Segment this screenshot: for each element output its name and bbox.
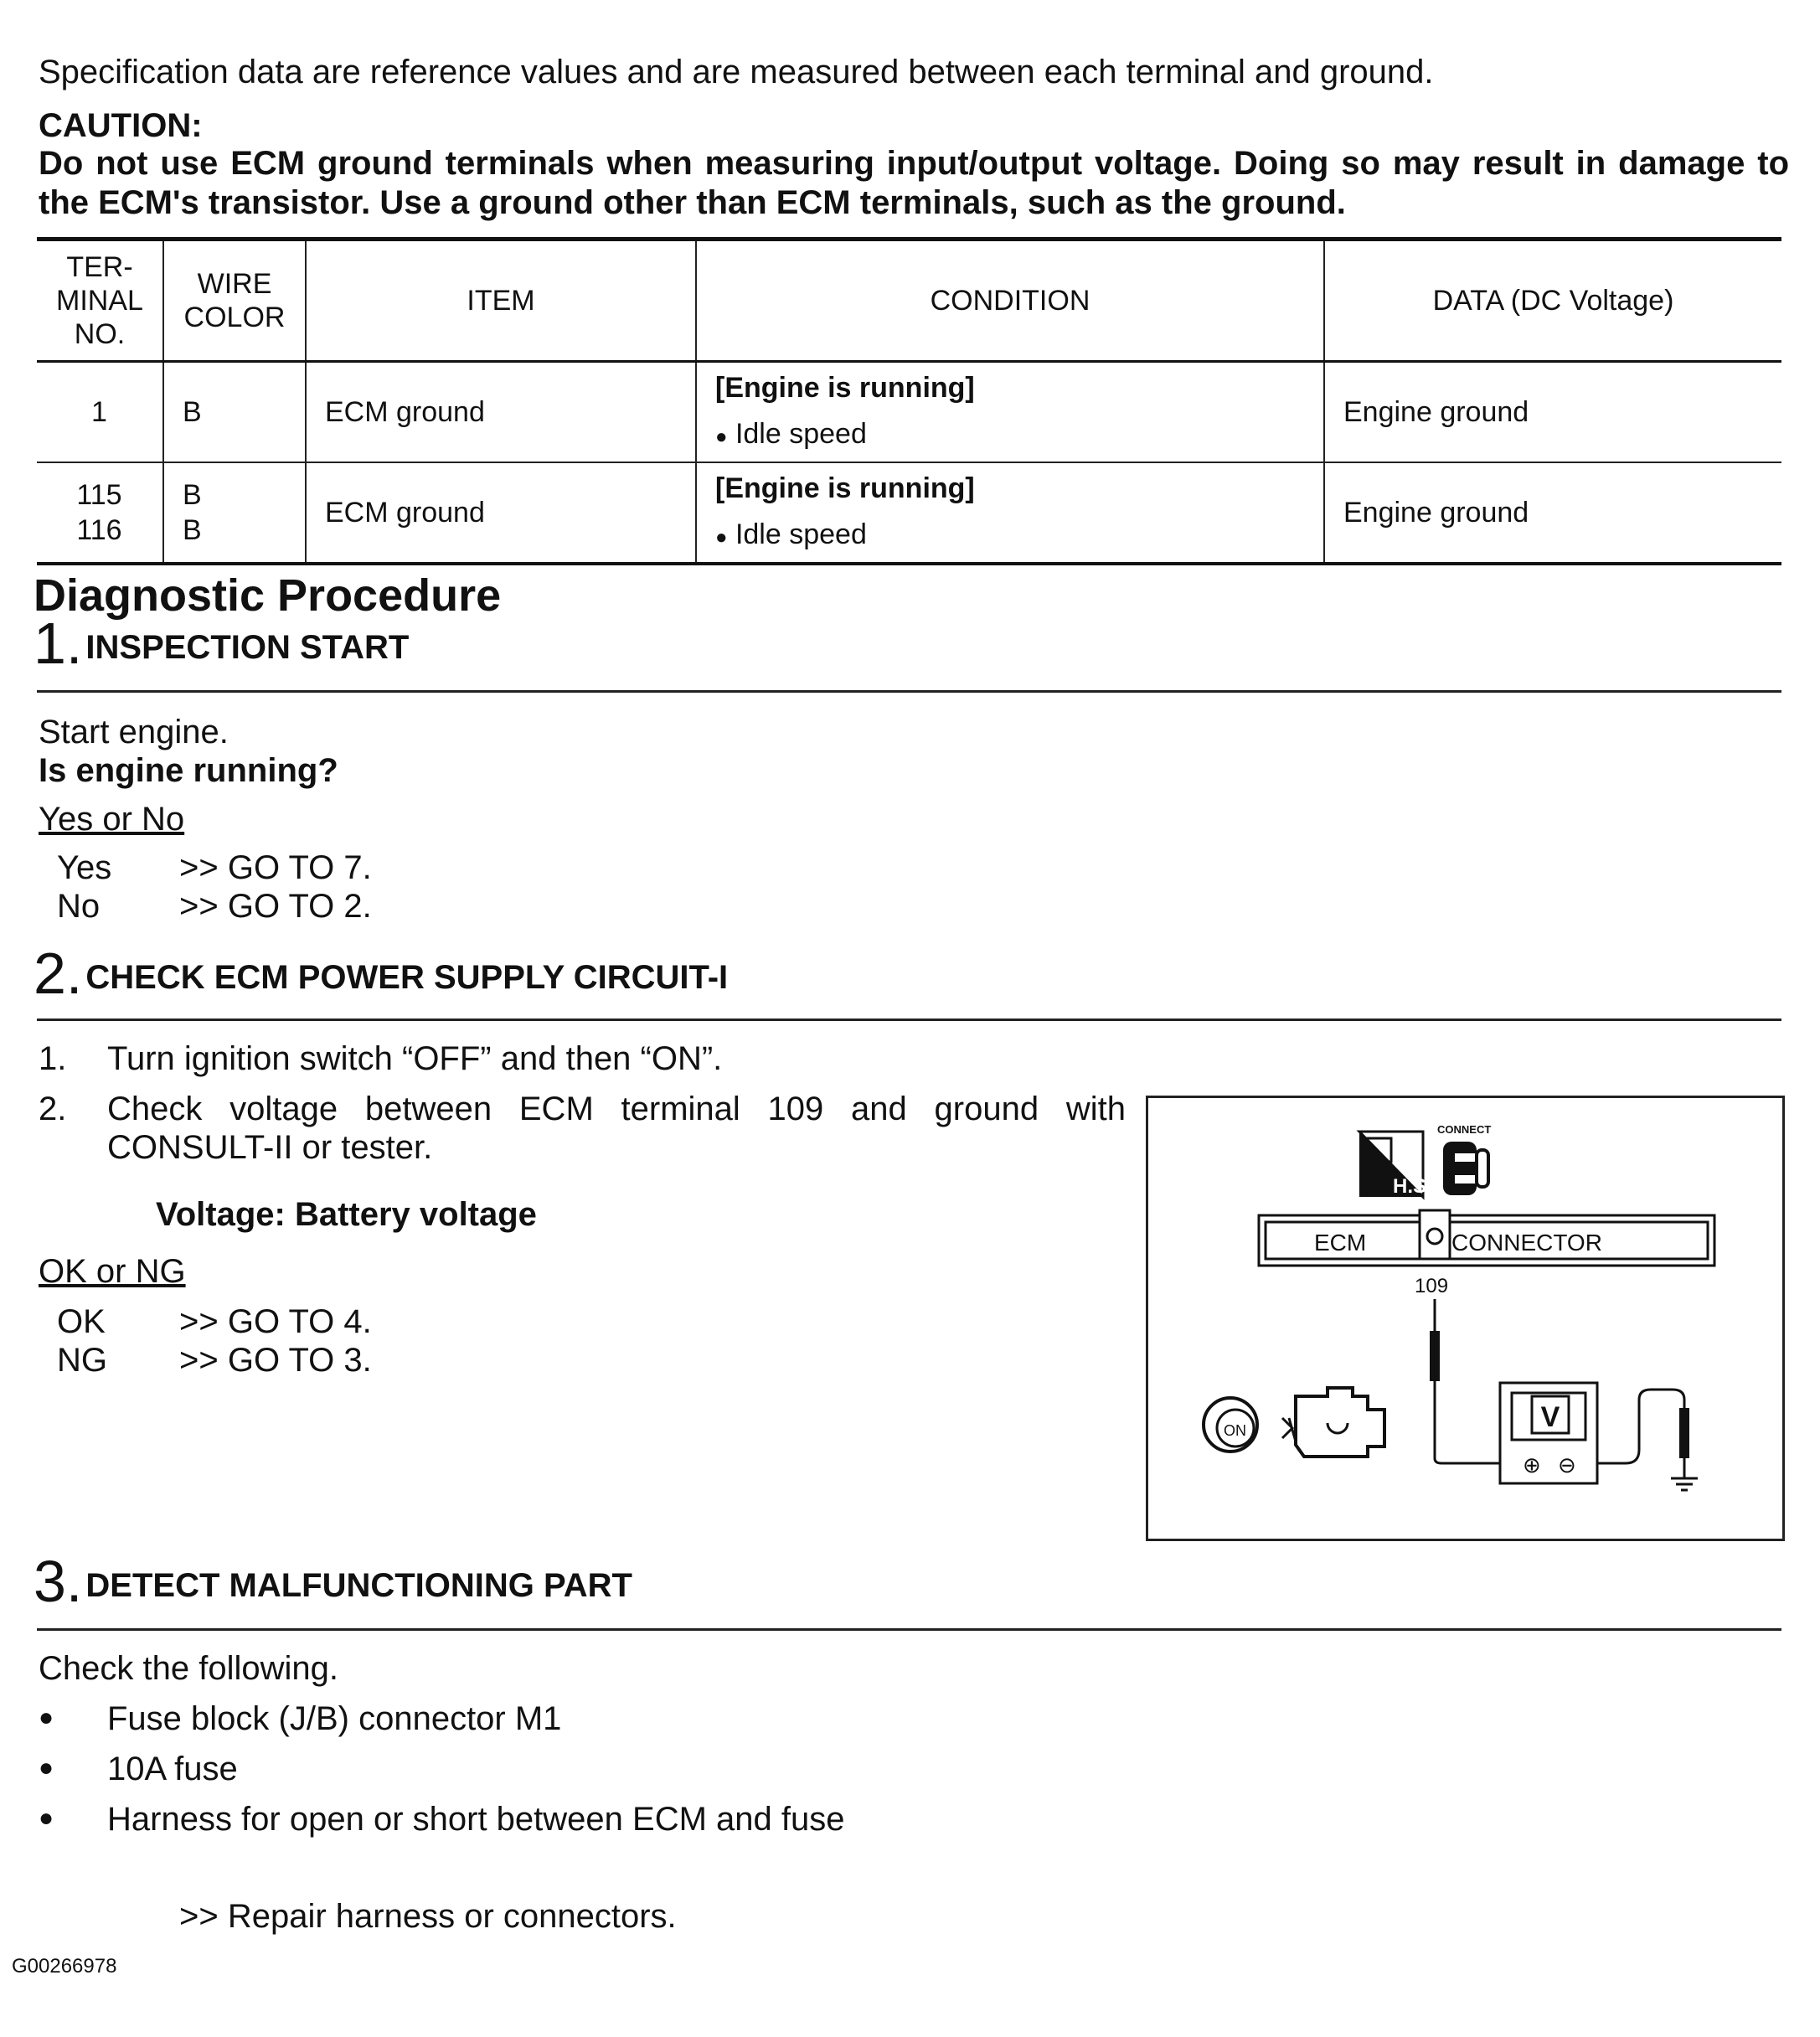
step-2-item-2-line-1: Check voltage between ECM terminal 109 and ground with [107,1091,1126,1127]
footer-code: G00266978 [12,1955,117,1978]
minus-terminal: ⊖ [1558,1452,1576,1477]
intro-text: Specification data are reference values and are measured between each terminal and ground. [39,54,1434,90]
connect-icon [1437,1123,1491,1195]
bullet-icon: ● [39,1754,54,1782]
cell-terminal: 115 116 [37,462,163,564]
cell-data: Engine ground [1324,462,1781,564]
meter-label: V [1540,1401,1560,1433]
caution-heading: CAUTION: [39,107,203,144]
step-2-item-2-num: 2. [39,1091,67,1127]
cell-wire: B B [163,462,306,564]
cell-terminal: 1 [37,362,163,463]
header-wire-color: WIRE COLOR [163,240,306,362]
ecm-connector [1259,1210,1714,1297]
terminal-label: 109 [1415,1275,1449,1297]
step-2-item-1: Turn ignition switch “OFF” and then “ON”. [107,1040,723,1077]
terminal-spec-table [37,237,1781,565]
step-1-no-label: No [57,888,101,925]
step-3-result: >> Repair harness or connectors. [179,1898,677,1935]
step-1-choice: Yes or No [39,801,185,838]
cell-item: ECM ground [306,362,696,463]
table-header-row [37,240,1781,362]
ignition-on-icon [1204,1398,1257,1452]
step-1-yes-label: Yes [57,849,112,886]
cell-wire: B [163,362,306,463]
table-row [37,462,1781,564]
step-2-ok-label: OK [57,1303,106,1340]
header-terminal-no: TER- MINAL NO. [37,240,163,362]
on-label: ON [1224,1422,1246,1439]
connector-label: CONNECTOR [1451,1230,1602,1256]
header-item: ITEM [306,240,696,362]
bullet-icon: ● [39,1704,54,1731]
bullet-icon: ● [715,525,728,549]
step-2-spec: Voltage: Battery voltage [156,1196,537,1233]
cell-condition: [Engine is running] ● Idle speed [696,462,1324,564]
plus-terminal: ⊕ [1523,1452,1541,1477]
table-row [37,362,1781,463]
step-1-instruction: Start engine. [39,714,229,750]
step-2-choice: OK or NG [39,1253,186,1290]
cell-item: ECM ground [306,462,696,564]
step-1-no-go: >> GO TO 2. [179,888,372,925]
diagnostic-procedure-heading: Diagnostic Procedure [34,570,502,621]
list-item: Fuse block (J/B) connector M1 [107,1700,562,1737]
step-2-item-1-num: 1. [39,1040,67,1077]
list-item: 10A fuse [107,1751,238,1787]
ecm-label: ECM [1314,1230,1367,1256]
step-2-heading: 2. CHECK ECM POWER SUPPLY CIRCUIT-I [34,941,729,1006]
cell-condition: [Engine is running] ● Idle speed [696,362,1324,463]
voltmeter-icon [1500,1383,1597,1483]
divider [37,1628,1781,1631]
header-data: DATA (DC Voltage) [1324,240,1781,362]
step-1-heading: 1. INSPECTION START [34,611,410,676]
connect-label: CONNECT [1437,1123,1492,1136]
step-2-item-2-line-2: CONSULT-II or tester. [107,1129,433,1166]
cell-data: Engine ground [1324,362,1781,463]
step-3-instruction: Check the following. [39,1650,338,1687]
step-1-question: Is engine running? [39,752,338,789]
bullet-icon: ● [39,1804,54,1832]
step-3-heading: 3. DETECT MALFUNCTIONING PART [34,1549,632,1614]
step-1-yes-go: >> GO TO 7. [179,849,372,886]
caution-text: Do not use ECM ground terminals when measuring input/output voltage. Doing so may result in damage to the ECM's transistor. Use a ground other than ECM terminals, such as the ground. [39,145,1789,221]
bullet-icon: ● [715,425,728,448]
header-condition: CONDITION [696,240,1324,362]
divider [37,1018,1781,1021]
divider [37,690,1781,693]
harness-side-icon [1359,1132,1432,1198]
voltage-check-diagram [1146,1096,1785,1541]
step-2-ng-go: >> GO TO 3. [179,1342,372,1379]
step-2-ok-go: >> GO TO 4. [179,1303,372,1340]
engine-icon [1282,1388,1384,1457]
list-item: Harness for open or short between ECM and fuse [107,1801,845,1838]
hs-label: H.S. [1393,1175,1432,1198]
step-2-ng-label: NG [57,1342,107,1379]
